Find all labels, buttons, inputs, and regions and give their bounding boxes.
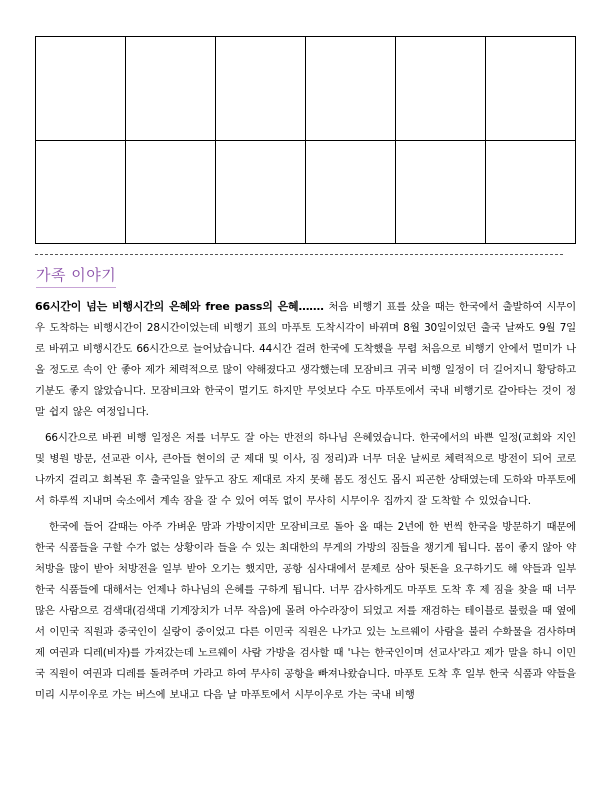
photo-cell xyxy=(396,37,486,141)
photo-cell xyxy=(306,37,396,141)
photo-cell xyxy=(486,37,576,141)
photo-cell xyxy=(126,140,216,244)
section-divider xyxy=(35,254,563,255)
photo-cell xyxy=(396,140,486,244)
section-title: 가족 이야기 xyxy=(36,264,116,288)
photo-cell xyxy=(216,140,306,244)
paragraph-text: 처음 비행기 표를 샀을 때는 한국에서 출발하여 시무이우 도착하는 비행시간이 28시간이었는데 비행기 표의 마푸토 도착시각이 바뀌며 8월 30일이었던 출국 날짜도 9월 7일로 바뀌고 비행시간도 66시간으로 늘어났습니다. 44시간 걸려 한국에 도착했을 무렵 처음으로 비행기 안에서 멀미가 나올 정도로 속이 안 좋아 제가 체력적으로 많이 약해졌다고 생각했는데 모잠비크 귀국 비행 일정이 더 길어지니 황당하고 기분도 좋지 않았습니다. 모잠비크와 한국이 멀기도 하지만 무엇보다 수도 마푸토에서 국내 비행기로 갈아타는 것이 정말 쉽지 않은 여정입니다. xyxy=(35,301,576,418)
article-body xyxy=(35,296,576,711)
photo-cell xyxy=(306,140,396,244)
photo-cell xyxy=(36,37,126,141)
photo-cell xyxy=(216,37,306,141)
paragraph-lead: 66시간이 넘는 비행시간의 은혜와 free pass의 은혜……. xyxy=(35,300,325,313)
photo-grid xyxy=(35,36,576,244)
paragraph: 66시간으로 바뀐 비행 일정은 저를 너무도 잘 아는 반전의 하나님 은혜였습니다. 한국에서의 바쁜 일정(교회와 지인 및 병원 방문, 선교관 이사, 큰아들 현이의 군 제대 및 이사, 짐 정리)과 너무 더운 날씨로 체력적으로 방전이 되어 코로나까지 걸리고 회복된 후 출국일을 앞두고 잠도 제대로 자지 못해 몸도 정신도 몹시 피곤한 상태였는데 도하와 마푸토에서 하루씩 지내며 숙소에서 계속 잠을 잘 수 있어 여독 없이 무사히 시무이우 집까지 잘 도착할 수 있었습니다. xyxy=(35,432,576,507)
photo-cell xyxy=(36,140,126,244)
paragraph xyxy=(35,296,576,423)
photo-grid-row xyxy=(36,140,576,244)
photo-cell xyxy=(486,140,576,244)
photo-grid-row xyxy=(36,37,576,141)
paragraph: 한국에 들어 갈때는 아주 가벼운 맘과 가방이지만 모잠비크로 돌아 올 때는 2년에 한 번씩 한국을 방문하기 때문에 한국 식품들을 구할 수가 없는 상황이라 들을 수 있는 최대한의 무게의 가방의 짐들을 챙기게 됩니다. 몸이 좋지 않아 약 처방을 많이 받아 처방전을 일부 받아 오기는 했지만, 공항 심사대에서 문제로 삼아 뒷돈을 요구하기도 해 약들과 일부 한국 식품들에 대해서는 언제나 하나님의 은혜를 구하게 됩니다. 너무 감사하게도 마푸토 도착 후 제 짐을 찾을 때 너무 많은 사람으로 검색대(검색대 기계장치가 너무 작음)에 몰려 아수라장이 되었고 저를 재검하는 테이블로 불렀을 때 옆에서 이민국 직원과 중국인이 실랑이 중이었고 다른 이민국 직원은 나가고 있는 노르웨이 사람을 불러 수화물을 검사하며 제 여권과 디레(비자)를 가져갔는데 노르웨이 사람 가방을 검사할 때 '나는 한국인이며 선교사'라고 제가 말을 하니 이민국 직원이 여권과 디레를 돌려주며 가라고 하여 무사히 공항을 빠져나왔습니다. 마푸토 도착 후 일부 한국 식품과 약들을 미리 시무이우로 가는 버스에 보내고 다음 날 마푸토에서 시무이우로 가는 국내 비행 xyxy=(35,521,576,701)
photo-cell xyxy=(126,37,216,141)
